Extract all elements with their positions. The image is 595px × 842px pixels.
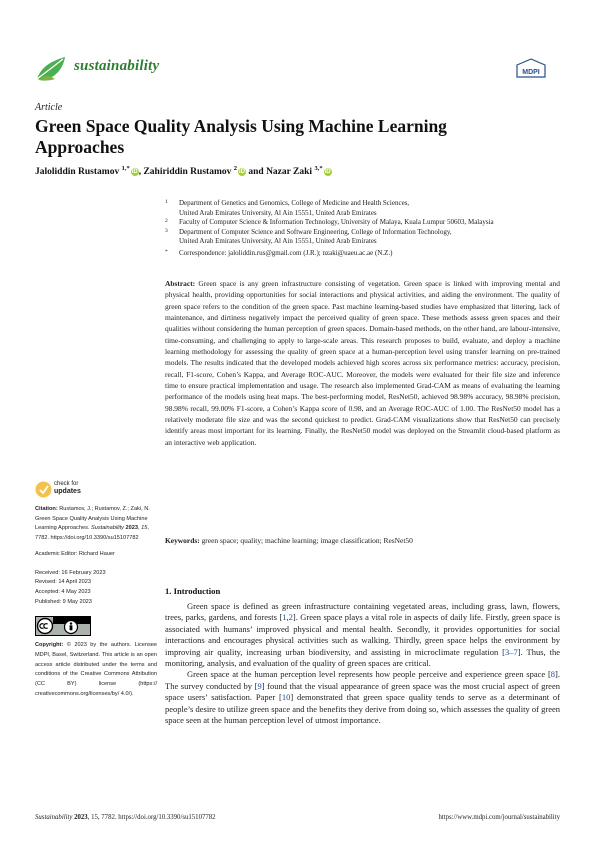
citation-link[interactable]: 2 xyxy=(288,612,293,623)
footer-doi[interactable]: , 15, 7782. https://doi.org/10.3390/su15107782 xyxy=(87,814,216,821)
orcid-icon[interactable]: iD xyxy=(131,169,138,175)
affiliation-number: 3 xyxy=(165,227,168,234)
journal-name: sustainability xyxy=(74,58,160,74)
citation-year: 2023 xyxy=(125,525,138,532)
paragraph-text: Green space at the human perception level represents how people perceive and experience green space [ xyxy=(187,669,551,680)
footer-year: 2023 xyxy=(74,814,88,821)
article-title: Green Space Quality Analysis Using Machine Learning Approaches xyxy=(35,116,447,157)
keywords-label: Keywords: xyxy=(165,536,200,545)
check-for-updates[interactable] xyxy=(35,479,95,501)
affiliation-line: Department of Computer Science and Software Engineering, College of Information Technology, xyxy=(179,227,452,236)
author-joiner: and xyxy=(245,167,267,177)
cc-by-license-icon[interactable] xyxy=(35,616,91,636)
author-name[interactable]: Nazar Zaki xyxy=(266,167,313,177)
citation-text: Rustamov, J.; Rustamov, Z.; Zaki, N. Green Space Quality Analysis Using Machine Learning Approaches. xyxy=(35,506,150,532)
footer-citation xyxy=(35,814,216,821)
affiliation-line: United Arab Emirates University, Al Ain 15551, United Arab Emirates xyxy=(179,208,377,217)
abstract-text: Green space is any green infrastructure consisting of vegetation. Green space is linked with improving mental and physical health, providing opportunities for social interactions and physical activities, and aiding the environment. The quality of green space refers to the condition of the green space. Past machine learning-based studies have emphasized that littering, lack of maintenance, and dirtiness negatively impact the perceived quality of green space. These methods assess green spaces and their qualities without considering the human perception of green spaces. Domain-based methods, on the other hand, are labour-intensive, time-consuming, and challenging to apply to large-scale areas. This research proposes to build, evaluate, and deploy a machine learning methodology for assessing the quality of green space at a human-perception level using transfer learning on pre-trained models. The results indicated that the developed models achieved high scores across six performance metrics: accuracy, precision, recall, F1-score, Cohen’s Kappa, and Average ROC-AUC. Moreover, the models were evaluated for their file size and inference time to ensure practical implementation and usage. The research also implemented Grad-CAM as means of evaluating the learning performance of the models using heat maps. The best-performing model, ResNet50, achieved 98.98% accuracy, 98.98% precision, 98.98% recall, 99.00% F1-score, a Cohen’s Kappa score of 0.98, and an Average ROC-AUC of 1.00. The ResNet50 model has a relatively moderate file size and was the second quickest to predict. Grad-CAM visualizations show that ResNet50 can precisely identify areas most important for its learning. Finally, the ResNet50 model was deployed on the Streamlit cloud-based platform as an interactive web application. xyxy=(165,279,560,447)
citation-link[interactable]: 10 xyxy=(281,692,291,703)
footer-journal-url[interactable]: https://www.mdpi.com/journal/sustainability xyxy=(438,814,560,821)
check-updates-line: check for xyxy=(54,481,79,487)
citation-label: Citation: xyxy=(35,506,58,512)
affiliation-number: * xyxy=(165,248,168,255)
citation: Citation: Rustamov, J.; Rustamov, Z.; Zaki, N. Green Space Quality Analysis Using Machine Learning Approaches. Sustainability 2023, 15, 7782. https://doi.org/10.3390/su15107782 xyxy=(35,506,150,542)
paragraph-text: Green space is defined as green infrastructure containing vegetated areas, including grass, lawn, flowers, trees, parks, gardens, and forests [ xyxy=(165,601,560,623)
abstract-label: Abstract: xyxy=(165,279,196,288)
affiliation-number: 1 xyxy=(165,199,168,205)
affiliation-number: 2 xyxy=(165,218,168,225)
citation-link[interactable]: 9 xyxy=(257,680,262,691)
orcid-icon[interactable]: iD xyxy=(324,169,331,175)
paragraph-text: ] demonstrated that green space quality tends to serve as a determinant of people’s desire to utilize green space and the benefits they derive from doing so, which assesses the quality of green space seen at the human perception level of utmost importance. xyxy=(165,692,560,726)
keywords-text: green space; quality; machine learning; image classification; ResNet50 xyxy=(201,536,413,545)
correspondence xyxy=(165,249,565,259)
paragraph xyxy=(165,601,560,669)
orcid-icon[interactable]: iD xyxy=(238,169,245,175)
affiliation-line: Department of Genetics and Genomics, College of Medicine and Health Sciences, xyxy=(179,199,410,207)
affiliation-line: United Arab Emirates University, Al Ain 15551, United Arab Emirates xyxy=(179,237,377,246)
citation-journal: Sustainability xyxy=(91,525,124,532)
sidebar xyxy=(35,505,157,700)
check-updates-icon xyxy=(35,481,52,498)
affiliations xyxy=(165,199,565,259)
academic-editor: Academic Editor: Richard Hauer xyxy=(35,550,115,557)
author-name[interactable]: Jaloliddin Rustamov xyxy=(35,167,120,177)
affiliation-item xyxy=(165,199,565,218)
paragraph-text: ]. Green space plays a vital role in aspects of daily life. Firstly, green space is associated with humans’ improved physical and mental health. Secondly, it provides opportunities for social interactions and encourages physical activities such as walking. Thirdly, green space helps the environment by improving air quality, increasing urban biodiversity, and assisting in microclimate regulation [ xyxy=(165,612,561,657)
publication-dates xyxy=(35,569,157,608)
author-list xyxy=(35,164,332,177)
introduction-body xyxy=(165,601,560,726)
sustainability-logo-icon xyxy=(35,53,69,83)
copyright xyxy=(35,641,157,699)
correspondence-line[interactable]: Correspondence: jaloliddin.rus@gmail.com (J.R.); nzaki@uaeu.ac.ae (N.Z.) xyxy=(179,248,393,257)
affiliation-item xyxy=(165,218,565,228)
citation-link[interactable]: 3–7 xyxy=(505,646,518,657)
affiliation-line: Faculty of Computer Science & Information Technology, University of Malaya, Kuala Lumpur 50603, Malaysia xyxy=(179,218,494,227)
citation-link[interactable]: 8 xyxy=(550,669,556,680)
paragraph-text: ]. Thus, the monitoring, analysis, and evaluation of the quality of green spaces are critical. xyxy=(165,646,561,669)
date-accepted: Accepted: 4 May 2023 xyxy=(35,588,91,595)
citation-volume: 15 xyxy=(141,525,148,532)
paragraph xyxy=(165,669,560,726)
author-joiner: , xyxy=(138,167,144,177)
paragraph-text: , xyxy=(286,612,289,623)
paragraph-text: ]. The survey conducted by [ xyxy=(165,669,560,691)
author-affiliation-marker: 1,* xyxy=(121,164,130,172)
copyright-label: Copyright: xyxy=(35,642,64,649)
date-revised: Revised: 14 April 2023 xyxy=(35,579,91,586)
author-affiliation-marker: 2 xyxy=(233,164,237,172)
citation-doi[interactable]: 7782. https://doi.org/10.3390/su15107782 xyxy=(35,535,139,542)
check-updates-line: updates xyxy=(54,488,81,495)
date-published: Published: 9 May 2023 xyxy=(35,598,92,605)
keywords xyxy=(165,535,560,546)
article-type: Article xyxy=(35,102,63,113)
mdpi-logo-icon xyxy=(515,57,547,79)
abstract xyxy=(165,278,560,448)
date-received: Received: 16 February 2023 xyxy=(35,569,106,576)
paragraph-text: ] found that the visual appearance of green space was the most crucial aspect of green space users’ satisfaction. Paper [ xyxy=(165,680,560,703)
citation-link[interactable]: 1 xyxy=(282,612,287,623)
affiliation-item xyxy=(165,228,565,247)
mdpi-logo-text: MDPI xyxy=(522,69,540,76)
footer-journal: Sustainability xyxy=(35,814,73,821)
author-name[interactable]: Zahiriddin Rustamov xyxy=(143,167,232,177)
author-affiliation-marker: 3,* xyxy=(314,164,323,172)
copyright-text: © 2023 by the authors. Licensee MDPI, Basel, Switzerland. This article is an open access article distributed under the terms and conditions of the Creative Commons Attribution (CC BY) license (https:// creativecommons.org/licenses/by/ 4.0/). xyxy=(35,642,157,697)
section-heading: 1. Introduction xyxy=(165,586,221,596)
